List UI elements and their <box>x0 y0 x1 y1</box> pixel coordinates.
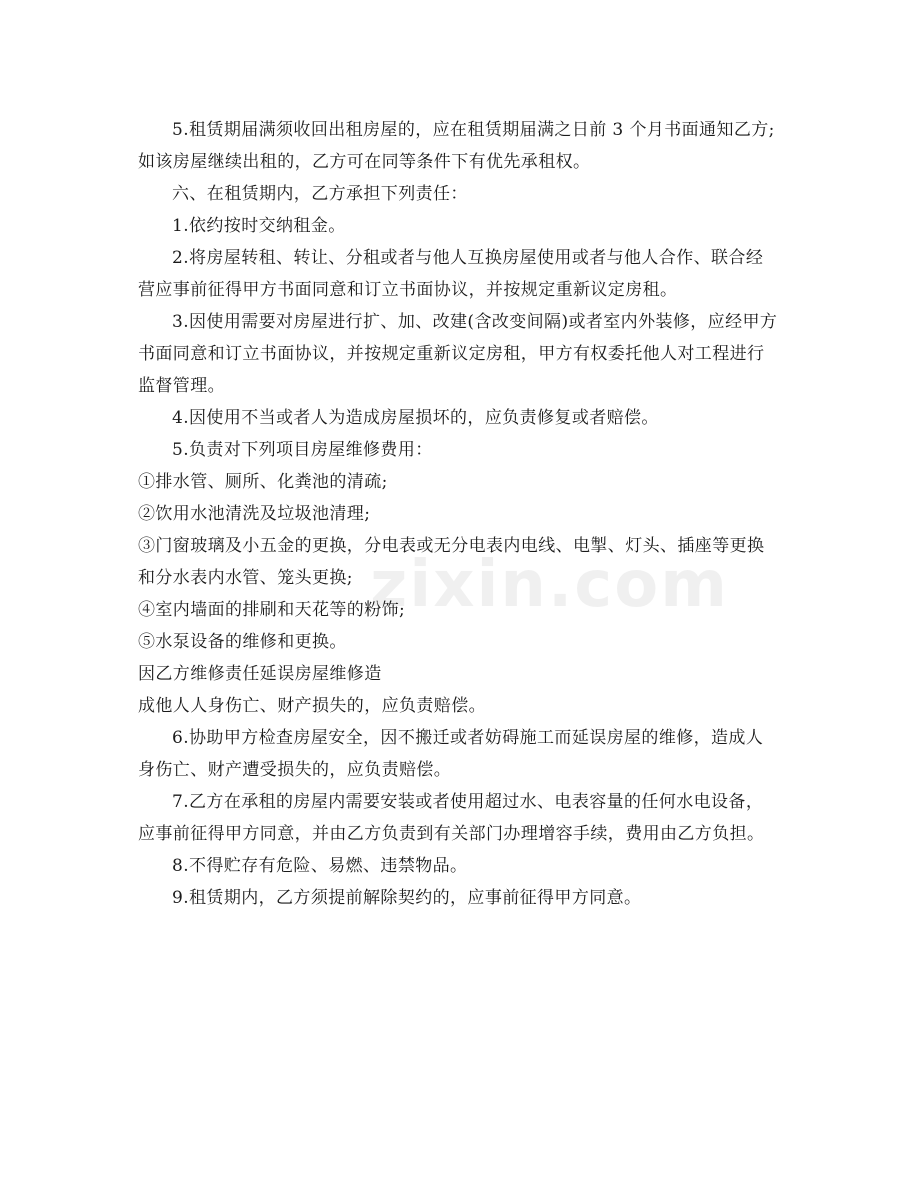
paragraph-hazardous-goods: 8.不得贮存有危险、易燃、违禁物品。 <box>172 856 468 876</box>
list-item-water-tank: ②饮用水池清洗及垃圾池清理; <box>138 504 371 524</box>
paragraph-early-termination: 9.租赁期内，乙方须提前解除契约的，应事前征得甲方同意。 <box>172 888 642 908</box>
list-item-hardware: ③门窗玻璃及小五金的更换，分电表或无分电表内电线、电掣、灯头、插座等更换和分水表内水管、笼头更换; <box>138 536 765 588</box>
paragraph-sublet-consent: 2.将房屋转租、转让、分租或者与他人互换房屋使用或者与他人合作、联合经营应事前征得甲方书面同意和订立书面协议，并按规定重新议定房租。 <box>138 248 764 300</box>
paragraph-safety-inspection: 6.协助甲方检查房屋安全，因不搬迁或者妨碍施工而延误房屋的维修，造成人身伤亡、财产遭受损失的，应负责赔偿。 <box>138 728 764 780</box>
section-heading-tenant-duties: 六、在租赁期内，乙方承担下列责任： <box>172 184 468 204</box>
paragraph-maintenance-costs: 5.负责对下列项目房屋维修费用： <box>172 440 433 460</box>
watermark: zixin.com <box>370 548 729 622</box>
paragraph-lease-expiry-notice: 5.租赁期届满须收回出租房屋的，应在租赁期届满之日前 3 个月书面通知乙方;如该房屋继续出租的，乙方可在同等条件下有优先承租权。 <box>138 120 775 172</box>
list-item-pump: ⑤水泵设备的维修和更换。 <box>138 632 347 652</box>
paragraph-utility-capacity: 7.乙方在承租的房屋内需要安装或者使用超过水、电表容量的任何水电设备，应事前征得甲方同意，并由乙方负责到有关部门办理增容手续，费用由乙方负担。 <box>138 792 765 844</box>
list-item-drainage: ①排水管、厕所、化粪池的清疏; <box>138 472 388 492</box>
paragraph-damage-liability: 4.因使用不当或者人为造成房屋损坏的，应负责修复或者赔偿。 <box>172 408 659 428</box>
paragraph-delay-liability-line2: 成他人人身伤亡、财产损失的，应负责赔偿。 <box>138 696 486 716</box>
document-body <box>138 114 778 914</box>
paragraph-pay-rent: 1.依约按时交纳租金。 <box>172 216 346 236</box>
paragraph-renovation-consent: 3.因使用需要对房屋进行扩、加、改建(含改变间隔)或者室内外装修，应经甲方书面同意和订立书面协议，并按规定重新议定房租，甲方有权委托他人对工程进行监督管理。 <box>138 312 778 396</box>
list-item-wall-painting: ④室内墙面的排刷和天花等的粉饰; <box>138 600 406 620</box>
paragraph-delay-liability-line1: 因乙方维修责任延误房屋维修造 <box>138 664 382 684</box>
